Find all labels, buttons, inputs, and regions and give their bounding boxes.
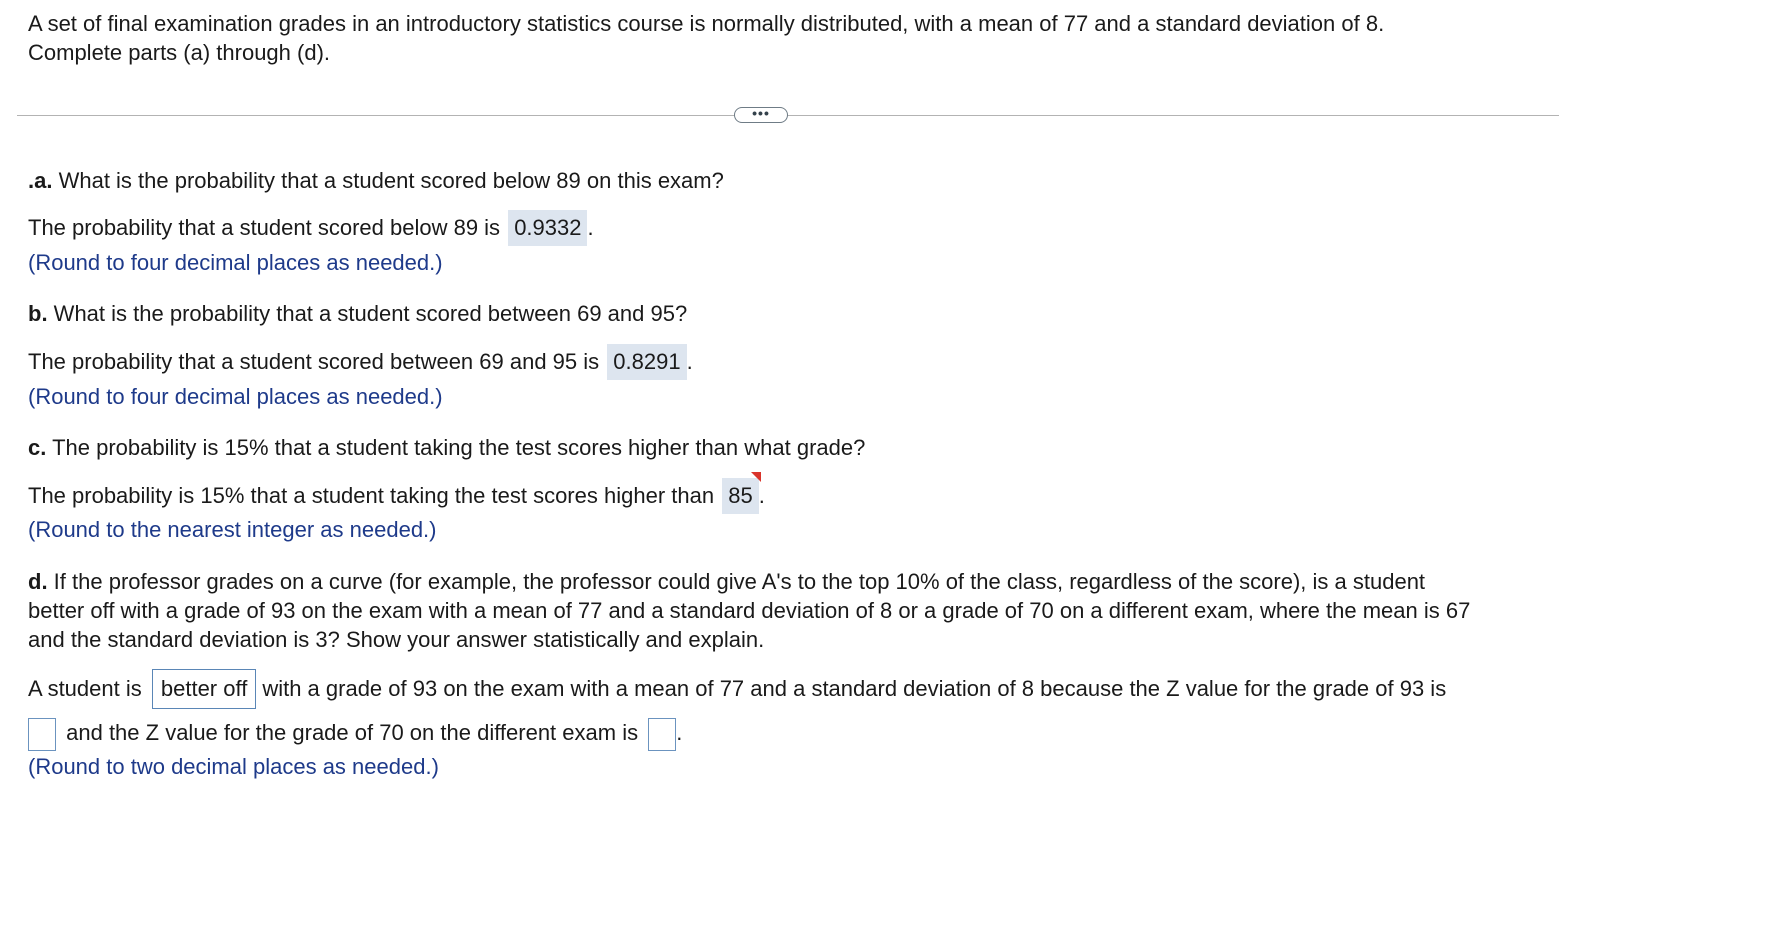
part-c-question [28,434,865,462]
part-c-label: c. [28,435,47,460]
part-a-answer-prefix: The probability that a student scored below 89 is [28,215,501,240]
more-options-button[interactable] [734,107,788,123]
z-value-70-input[interactable] [648,718,676,751]
part-a-answer-line [28,210,594,246]
incorrect-flag-icon [751,472,761,482]
part-a-hint: (Round to four decimal places as needed.) [28,250,443,275]
part-a-label: .a. [28,168,53,193]
part-b-label: b. [28,301,48,326]
part-b-answer-prefix: The probability that a student scored between 69 and 95 is [28,349,600,374]
part-a-question-text: What is the probability that a student scored below 89 on this exam? [52,168,724,193]
part-d-question-line3: and the standard deviation is 3? Show your answer statistically and explain. [28,627,765,652]
part-c-answer-field[interactable] [722,478,758,514]
part-b-question [28,300,687,328]
part-d-hint: (Round to two decimal places as needed.) [28,754,439,779]
ellipsis-icon: ••• [752,105,770,121]
part-c-hint: (Round to the nearest integer as needed.) [28,517,437,542]
part-c-answer-suffix: . [758,483,765,508]
section-divider [17,115,1559,116]
part-b-answer-suffix: . [686,349,693,374]
part-c-question-text: The probability is 15% that a student taking the test scores higher than what grade? [46,435,866,460]
better-worse-dropdown[interactable]: better off [152,669,256,709]
part-a-answer-suffix: . [587,215,594,240]
part-c-answer-prefix: The probability is 15% that a student taking the test scores higher than [28,483,715,508]
problem-intro-line1: A set of final examination grades in an introductory statistics course is normally distributed, with a mean of 77 and a standard deviation of 8. [28,11,1385,36]
part-d-question [28,567,1548,654]
problem-statement [28,9,1528,67]
part-a-answer-field[interactable]: 0.9332 [508,210,587,246]
part-c-answer-value: 85 [728,483,753,508]
part-b-answer-field[interactable]: 0.8291 [607,344,686,380]
part-c-answer-line [28,478,765,514]
part-a-question [28,167,724,195]
problem-intro-line2: Complete parts (a) through (d). [28,40,331,65]
part-d-answer-prefix: A student is [28,676,142,701]
part-b-hint: (Round to four decimal places as needed.) [28,384,443,409]
part-d-label: d. [28,569,48,594]
part-d-answer-suffix: . [676,720,683,745]
part-b-question-text: What is the probability that a student scored between 69 and 95? [47,301,688,326]
part-d-answer-line2 [28,715,682,751]
part-d-answer-line1 [28,668,1446,710]
part-b-answer-line [28,344,693,380]
part-d-question-line1: If the professor grades on a curve (for example, the professor could give A's to the top 10% of the class, regardless of the score), is a student [47,569,1426,594]
z-value-93-input[interactable] [28,718,56,751]
part-d-question-line2: better off with a grade of 93 on the exam with a mean of 77 and a standard deviation of 8 or a grade of 70 on a different exam, where the mean is 67 [28,598,1471,623]
part-d-answer-middle2: and the Z value for the grade of 70 on the different exam is [66,720,639,745]
part-d-answer-middle: with a grade of 93 on the exam with a mean of 77 and a standard deviation of 8 because the Z value for the grade of 93 is [262,676,1447,701]
